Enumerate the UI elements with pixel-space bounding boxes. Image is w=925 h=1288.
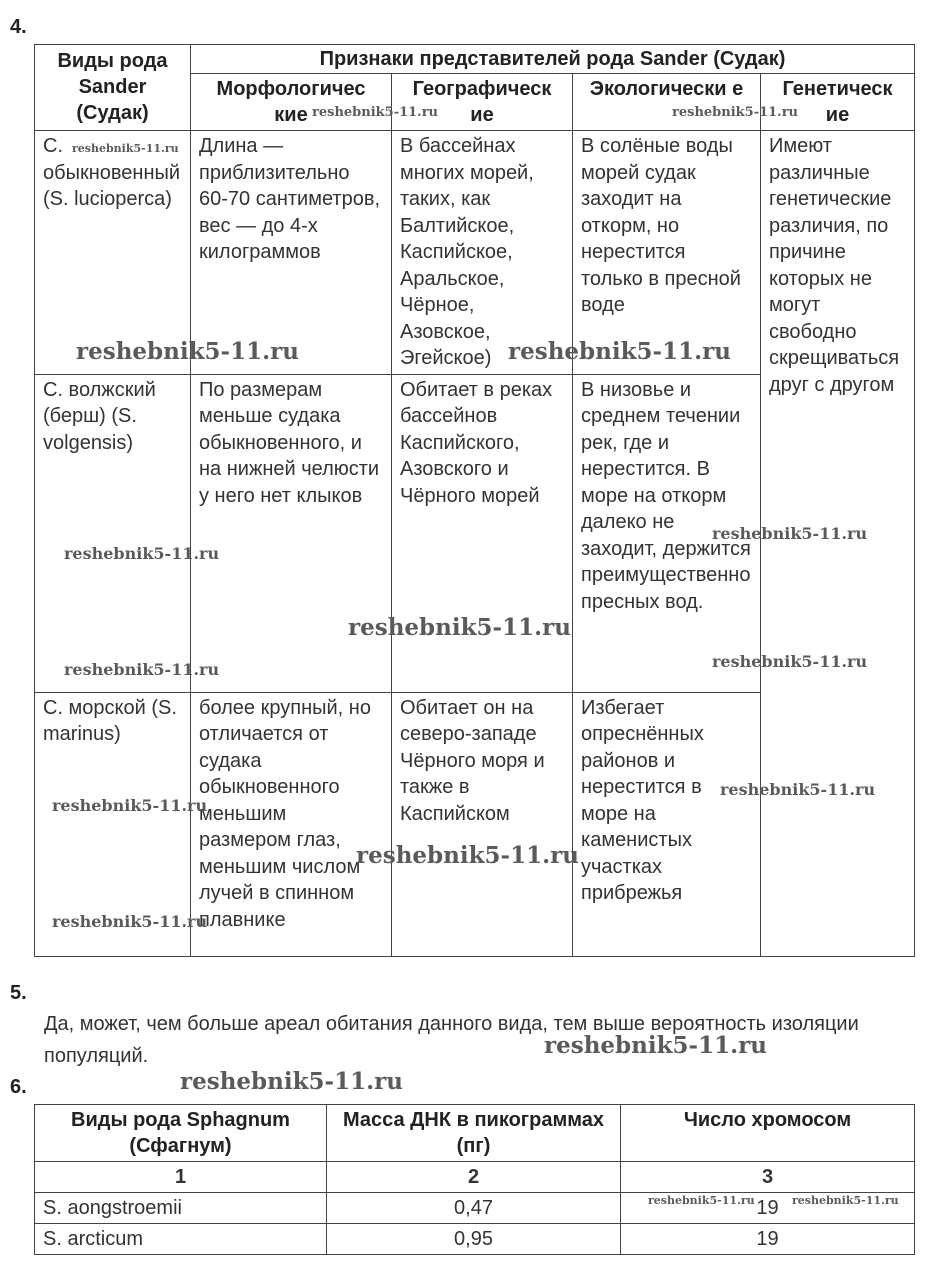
genetic-column-header: Генетическ ие: [761, 74, 915, 131]
section-5-answer: Да, может, чем больше ареал обитания данного вида, тем выше вероятность изоляции популяций.: [44, 1013, 859, 1067]
column-index-row: [35, 1162, 915, 1193]
watermark: reshebnik5-11.ru: [52, 796, 208, 815]
morph-cell: Длина — приблизительно 60-70 сантиметров, вес — до 4-х килограммов: [191, 131, 392, 375]
watermark: reshebnik5-11.ru: [544, 1032, 767, 1059]
watermark: reshebnik5-11.ru: [52, 912, 208, 931]
column-index: 3: [621, 1162, 915, 1193]
sphagnum-table: [34, 1104, 915, 1255]
eco-cell: В низовье и среднем течении рек, где и нерестится. В море на откорм далеко не заходит, держится преимущественно пресных вод.: [573, 374, 761, 692]
dna-mass-cell: 0,47: [327, 1193, 621, 1224]
watermark: reshebnik5-11.ru: [72, 142, 179, 155]
watermark: reshebnik5-11.ru: [64, 544, 220, 563]
geo-cell: Обитает в реках бассейнов Каспийского, Азовского и Чёрного морей: [392, 374, 573, 692]
table-row: [35, 1224, 915, 1255]
dna-mass-cell: 0,95: [327, 1224, 621, 1255]
watermark: reshebnik5-11.ru: [356, 842, 579, 869]
chromosome-cell: 19: [621, 1193, 915, 1224]
watermark: reshebnik5-11.ru: [312, 105, 439, 120]
table-header-row: [35, 1105, 915, 1162]
watermark: reshebnik5-11.ru: [672, 105, 799, 120]
species-cell: С. морской (S. marinus): [35, 692, 191, 956]
morph-column-header: Морфологичес кие: [191, 74, 392, 131]
table-header-row: [35, 45, 915, 74]
dna-mass-column-header: Масса ДНК в пикограммах (пг): [327, 1105, 621, 1162]
species-cell: С. обыкновенный (S. lucioperca): [35, 131, 191, 375]
column-index: 2: [327, 1162, 621, 1193]
morph-cell: более крупный, но отличается от судака обыкновенного меньшим размером глаз, меньшим числом лучей в спинном плавнике: [191, 692, 392, 956]
section-4-number: 4.: [10, 16, 27, 38]
watermark: reshebnik5-11.ru: [348, 614, 571, 641]
watermark: reshebnik5-11.ru: [64, 660, 220, 679]
section-6-number: 6.: [10, 1076, 27, 1098]
section-5-number: 5.: [10, 982, 27, 1004]
genetic-cell-continuation: [761, 692, 915, 956]
watermark: reshebnik5-11.ru: [76, 338, 299, 365]
geo-cell: Обитает он на северо-западе Чёрного моря и также в Каспийском: [392, 692, 573, 956]
watermark: reshebnik5-11.ru: [720, 780, 876, 799]
eco-cell: В солёные воды морей судак заходит на откорм, но нерестится только в пресной воде: [573, 131, 761, 375]
eco-cell: Избегает опреснённых районов и нерестится в море на каменистых участках прибрежья: [573, 692, 761, 956]
watermark: reshebnik5-11.ru: [712, 652, 868, 671]
eco-column-header: Экологически е: [573, 74, 761, 131]
species-cell: S. arcticum: [35, 1224, 327, 1255]
morph-cell: По размерам меньше судака обыкновенного, и на нижней челюсти у него нет клыков: [191, 374, 392, 692]
watermark: reshebnik5-11.ru: [712, 524, 868, 543]
watermark: reshebnik5-11.ru: [180, 1068, 403, 1095]
species-column-header: Виды рода Sander (Судак): [35, 45, 191, 131]
chromosome-column-header: Число хромосом: [621, 1105, 915, 1162]
geo-column-header: Географическ ие: [392, 74, 573, 131]
watermark: reshebnik5-11.ru: [792, 1194, 899, 1207]
sander-traits-table: [34, 44, 915, 957]
column-index: 1: [35, 1162, 327, 1193]
watermark: reshebnik5-11.ru: [648, 1194, 755, 1207]
species-column-header: Виды рода Sphagnum (Сфагнум): [35, 1105, 327, 1162]
table-row: [35, 1193, 915, 1224]
genetic-cell: Имеют различные генетические различия, по причине которых не могут свободно скрещиваться друг с другом: [761, 131, 915, 693]
species-cell: С. волжский (берш) (S. volgensis): [35, 374, 191, 692]
geo-cell: В бассейнах многих морей, таких, как Балтийское, Каспийское, Аральское, Чёрное, Азовское, Эгейское): [392, 131, 573, 375]
traits-group-header: Признаки представителей рода Sander (Судак): [191, 45, 915, 74]
chromosome-cell: 19: [621, 1224, 915, 1255]
watermark: reshebnik5-11.ru: [508, 338, 731, 365]
species-cell: S. aongstroemii: [35, 1193, 327, 1224]
